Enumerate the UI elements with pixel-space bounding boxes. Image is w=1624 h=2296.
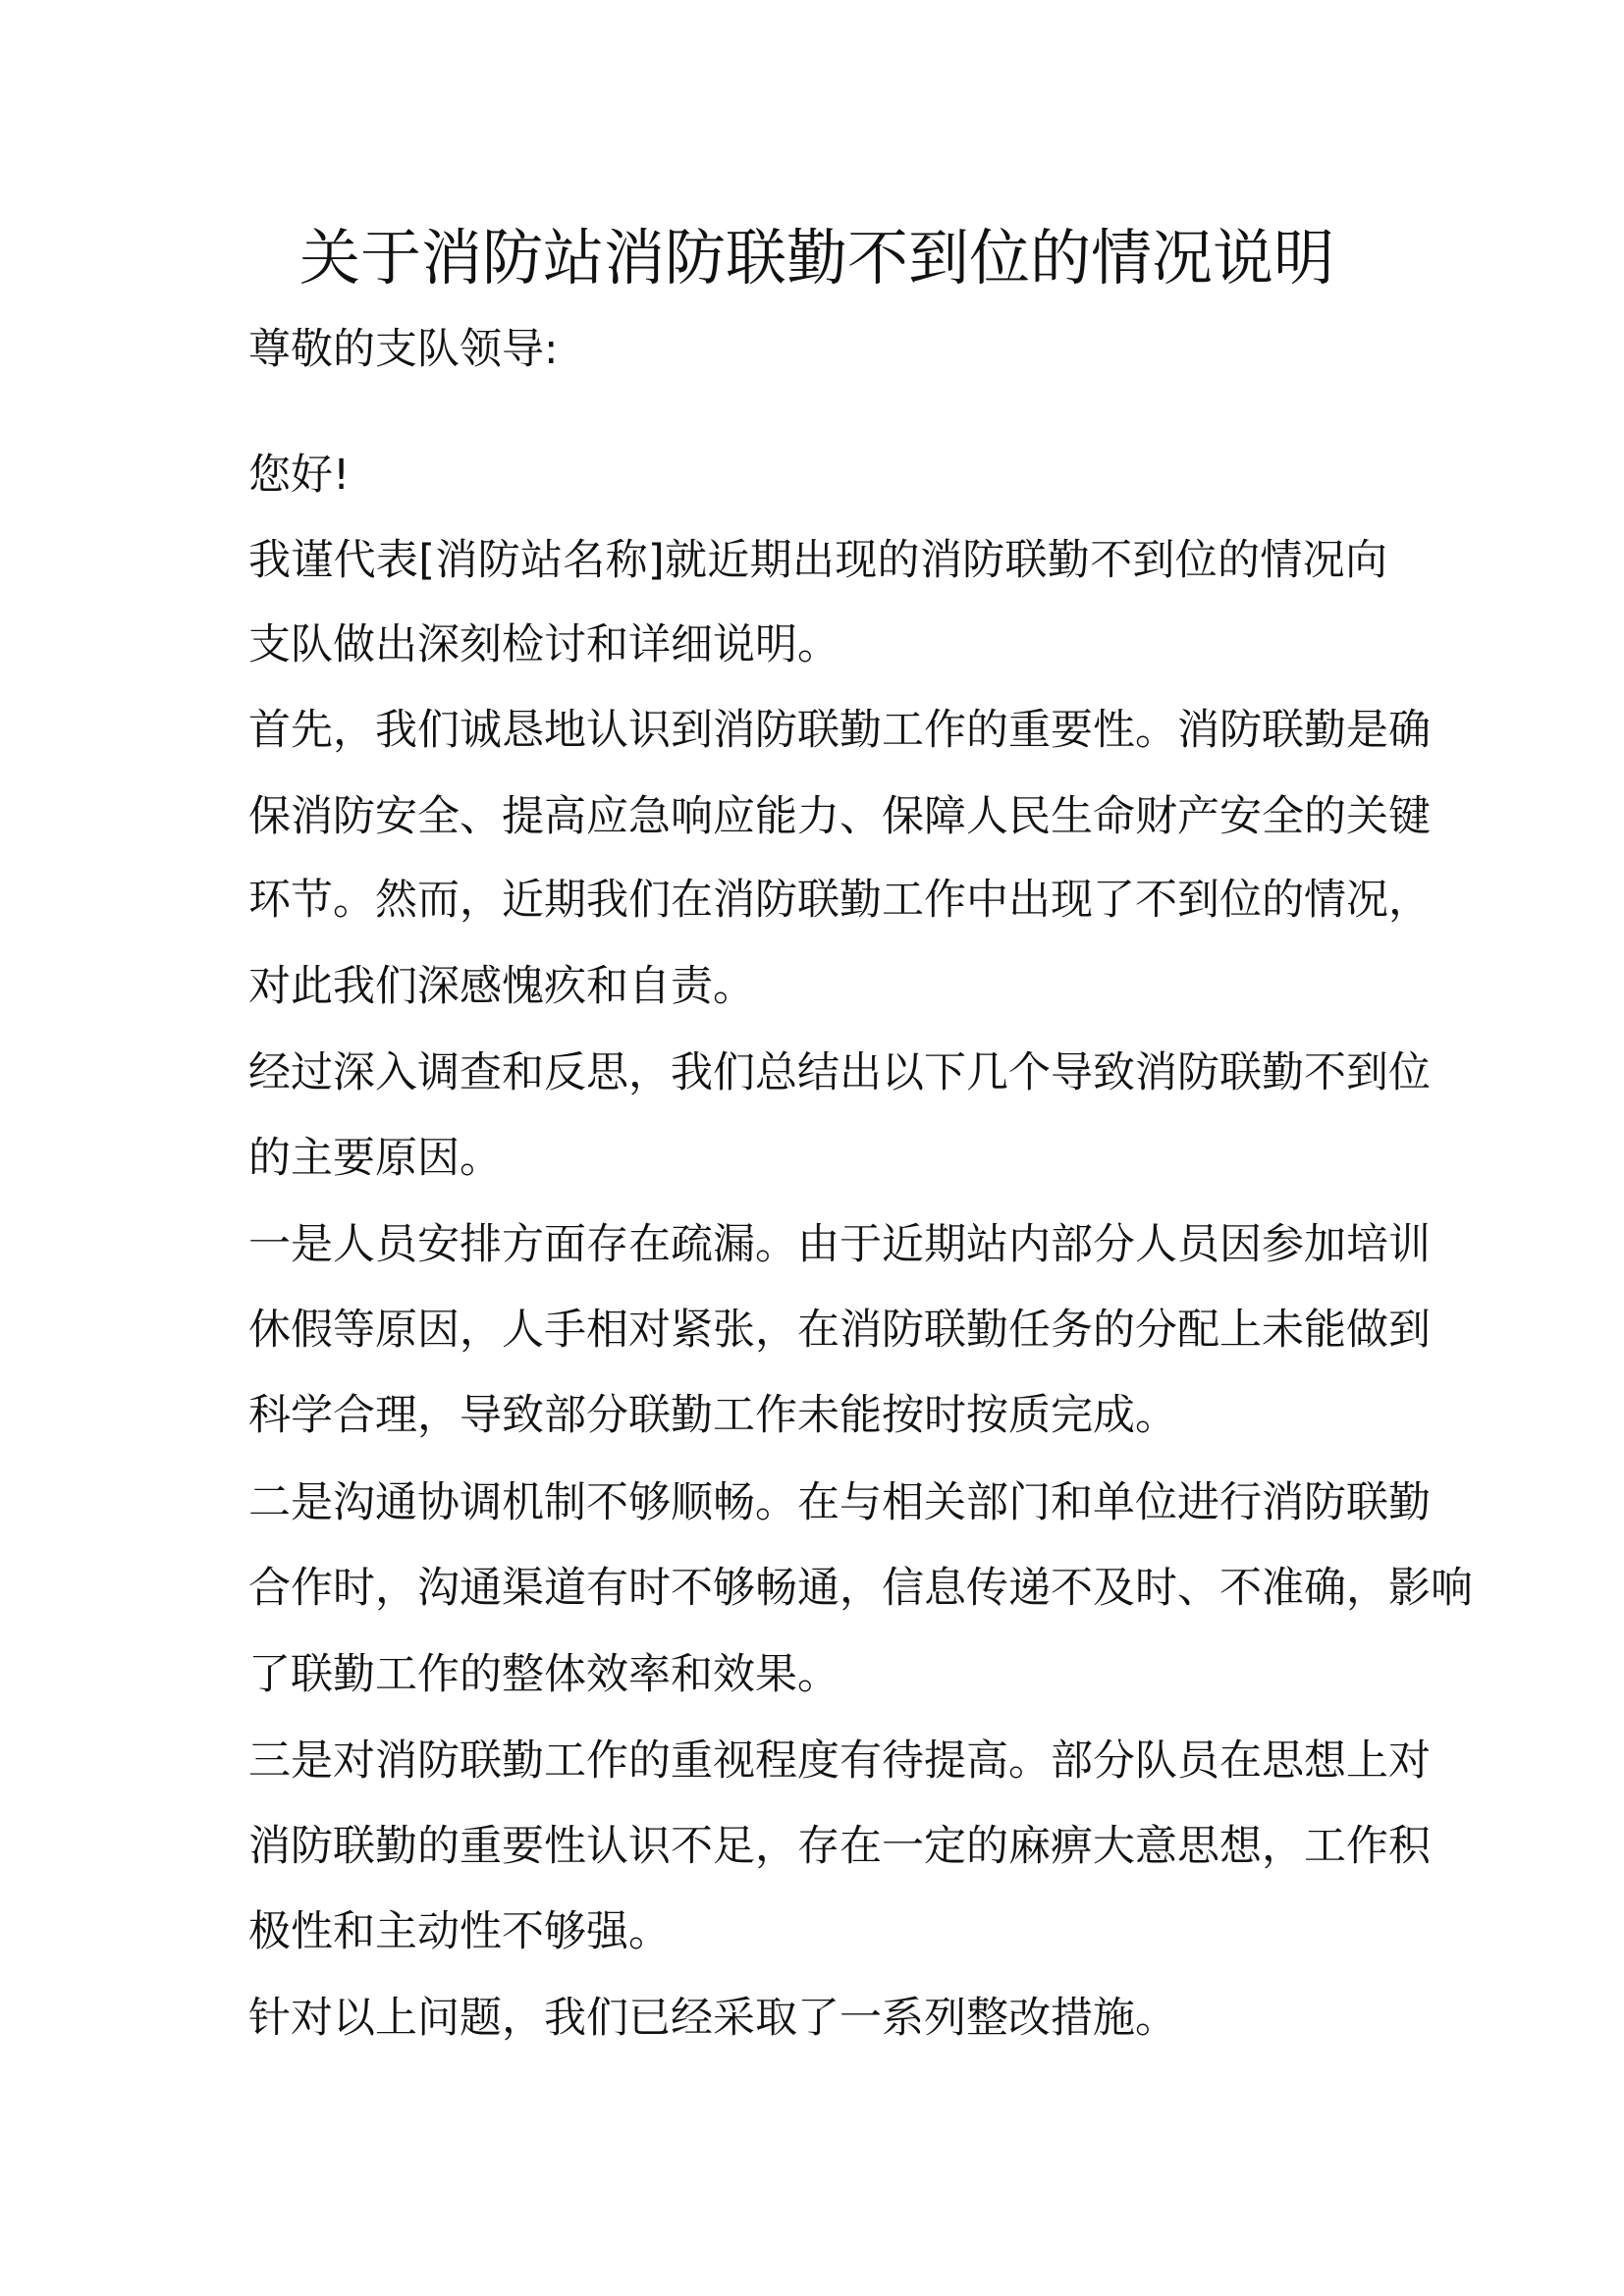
paragraph-line: 环节。然而，近期我们在消防联勤工作中出现了不到位的情况， xyxy=(248,876,1431,925)
paragraph-line: 我谨代表[消防站名称]就近期出现的消防联勤不到位的情况向 xyxy=(248,536,1387,585)
paragraph-line: 休假等原因，人手相对紧张，在消防联勤任务的分配上未能做到 xyxy=(248,1306,1431,1355)
paragraph-line: 保消防安全、提高应急响应能力、保障人民生命财产安全的关键 xyxy=(248,792,1431,841)
greeting: 您好! xyxy=(248,451,351,500)
paragraph-line: 合作时，沟通渠道有时不够畅通，信息传递不及时、不准确，影响 xyxy=(248,1564,1473,1613)
paragraph-line: 极性和主动性不够强。 xyxy=(248,1907,671,1956)
paragraph-line: 了联勤工作的整体效率和效果。 xyxy=(248,1650,839,1699)
paragraph-line: 经过深入调查和反思，我们总结出以下几个导致消防联勤不到位 xyxy=(248,1048,1431,1097)
paragraph-line: 对此我们深感愧疚和自责。 xyxy=(248,962,755,1011)
paragraph-line: 科学合理，导致部分联勤工作未能按时按质完成。 xyxy=(248,1391,1177,1440)
paragraph-line: 支队做出深刻检讨和详细说明。 xyxy=(248,620,839,669)
paragraph-line: 首先，我们诚恳地认识到消防联勤工作的重要性。消防联勤是确 xyxy=(248,706,1431,755)
salutation: 尊敬的支队领导: xyxy=(248,325,559,374)
paragraph-line: 二是沟通协调机制不够顺畅。在与相关部门和单位进行消防联勤 xyxy=(248,1478,1431,1527)
paragraph-line: 一是人员安排方面存在疏漏。由于近期站内部分人员因参加培训 xyxy=(248,1220,1431,1269)
paragraph-line: 的主要原因。 xyxy=(248,1134,502,1183)
paragraph-line: 针对以上问题，我们已经采取了一系列整改措施。 xyxy=(248,1994,1177,2043)
document-title: 关于消防站消防联勤不到位的情况说明 xyxy=(298,222,1334,294)
paragraph-line: 消防联勤的重要性认识不足，存在一定的麻痹大意思想，工作积 xyxy=(248,1822,1431,1871)
paragraph-line: 三是对消防联勤工作的重视程度有待提高。部分队员在思想上对 xyxy=(248,1736,1431,1786)
